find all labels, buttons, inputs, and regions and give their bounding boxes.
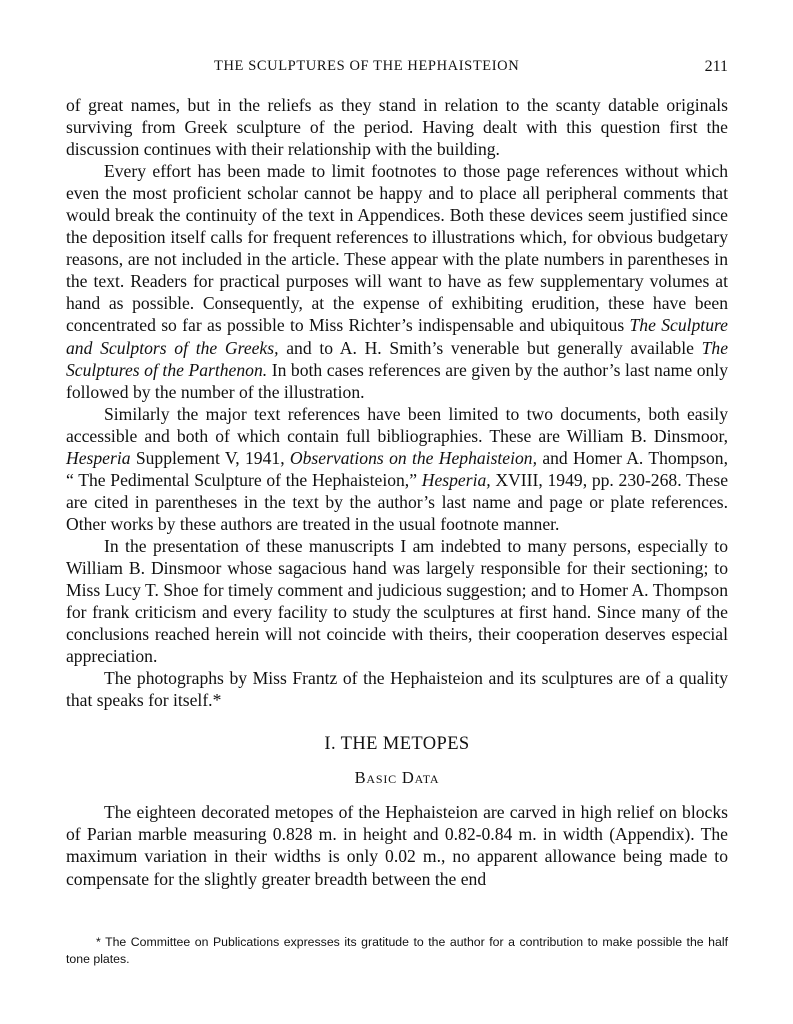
- paragraph-6: The eighteen decorated metopes of the Hephaisteion are carved in high relief on blocks of Parian marble measuring 0.828 m. in height and 0.82-0.84 m. in width (Appendix). The maximum variation in their widths is only 0.02 m., no apparent allowance being made to compensate for the slightly greater breadth between the end: [66, 802, 728, 889]
- body-text: [66, 94, 728, 890]
- page-number: 211: [704, 58, 728, 75]
- paragraph-3-text-2: Supplement V, 1941,: [130, 447, 290, 468]
- book-title-smith: The Sculptures of the Parthenon.: [66, 337, 729, 380]
- journal-title-hesperia-2: Hesperia,: [421, 469, 491, 490]
- paragraph-2-text-1: Every effort has been made to limit footnotes to those page references without which even the most proficient scholar cannot be happy and to place all peripheral comments that would break the continuity of the text in Appendices. Both these devices seem justified since the deposition itself calls for frequent references to illustrations which, for obvious budgetary reasons, are not included in the article. These appear with the plate numbers in parentheses in the text. Readers for practical purposes will want to have as few supplementary volumes at hand as possible. Consequently, at the expense of exhibiting erudition, these have been concentrated so far as possible to Miss Richter’s indispensable and ubiquitous: [66, 161, 728, 336]
- paragraph-5: The photographs by Miss Frantz of the Hephaisteion and its sculptures are of a quality that speaks for itself.*: [66, 668, 728, 711]
- running-header: [66, 58, 728, 80]
- book-title-richter: The Sculpture and Sculptors of the Greeks,: [66, 315, 728, 358]
- work-title-observations: Observations on the Hephaisteion,: [289, 447, 537, 468]
- subsection-heading: Basic Data: [354, 768, 440, 788]
- running-title: THE SCULPTURES OF THE HEPHAISTEION: [214, 58, 520, 74]
- footnote: * The Committee on Publications expresses its gratitude to the author for a contribution to make possible the half tone plates.: [66, 935, 728, 966]
- paragraph-3-text-1: Similarly the major text references have been limited to two documents, both easily accessible and both of which contain full bibliographies. These are William B. Dinsmoor,: [66, 403, 728, 446]
- paragraph-2-text-3: In both cases references are given by the author’s last name only followed by the number of the illustration.: [66, 359, 728, 402]
- paragraph-2-text-2: and to A. H. Smith’s venerable but generally available: [278, 337, 702, 358]
- paragraph-3: [66, 403, 728, 535]
- paragraph-1: of great names, but in the reliefs as they stand in relation to the scanty datable originals surviving from Greek sculpture of the period. Having dealt with this question first the discussion continues with their relationship with the building.: [66, 95, 728, 160]
- paragraph-2: [66, 160, 728, 403]
- paragraph-4: In the presentation of these manuscripts I am indebted to many persons, especially to William B. Dinsmoor whose sagacious hand was largely responsible for their sectioning; to Miss Lucy T. Shoe for timely comment and judicious suggestion; and to Homer A. Thompson for frank criticism and every facility to study the sculptures at first hand. Since many of the conclusions reached herein will not coincide with theirs, their cooperation deserves especial appreciation.: [66, 535, 728, 667]
- paragraph-3-text-4: XVIII, 1949, pp. 230-268. These are cited in parentheses in the text by the author’s last name and page or plate references. Other works by these authors are treated in the usual footnote manner.: [66, 469, 729, 534]
- journal-title-hesperia-1: Hesperia: [66, 447, 131, 468]
- paragraph-3-text-3: and Homer A. Thompson, “ The Pedimental Sculpture of the Hephaisteion,”: [66, 447, 728, 490]
- section-heading: I. THE METOPES: [324, 734, 470, 755]
